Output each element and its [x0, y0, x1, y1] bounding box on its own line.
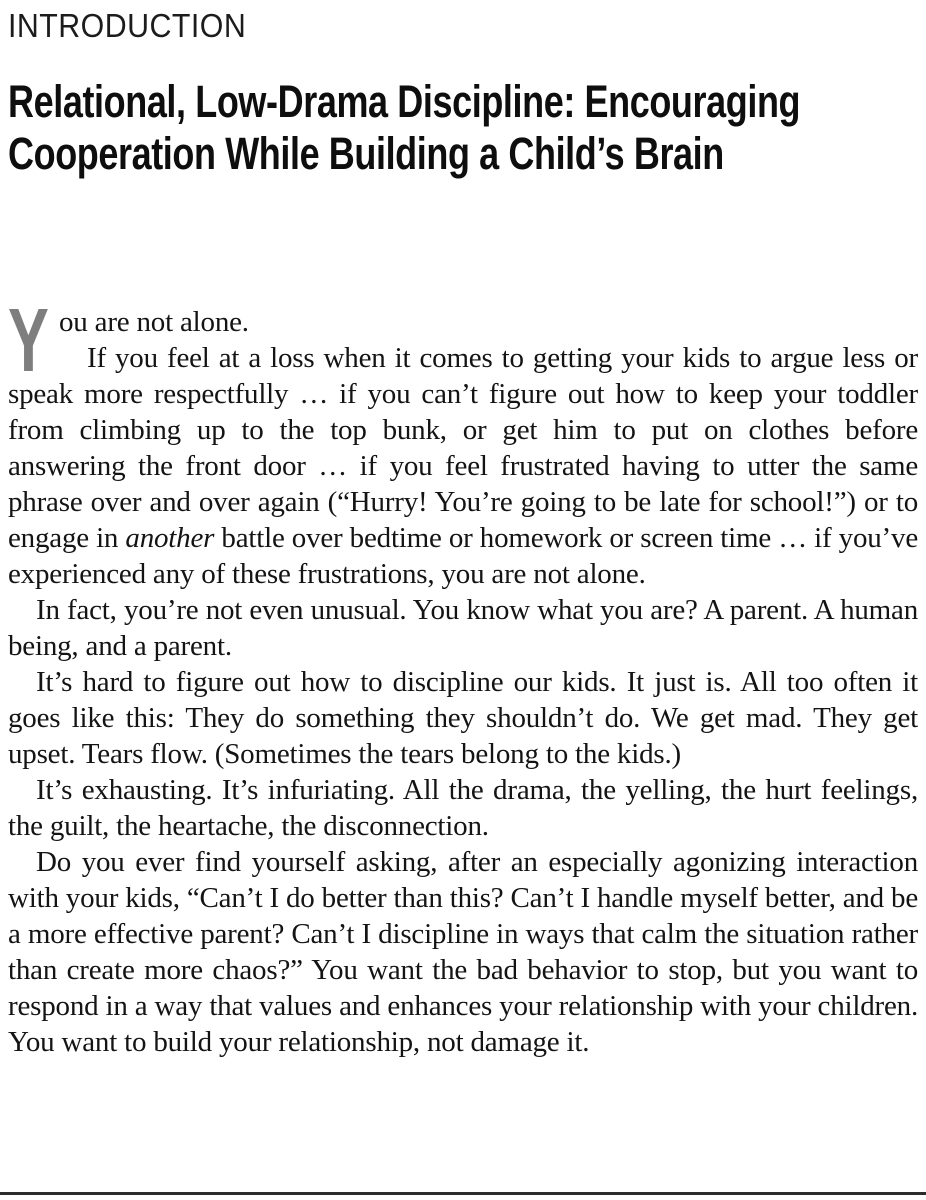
page-bottom-rule [0, 1192, 926, 1195]
body-text: battle over bedtime or homework or screen time … if you’ve experienced any of these frustrations, you are not alone. [8, 522, 918, 590]
chapter-title [8, 76, 918, 180]
body-text: If you feel at a loss when it comes to getting your kids to argue less or speak more respectfully … if you can’t figure out how to keep your toddler from climbing up to the top bunk, or get him to put on clothes before answering the front door … if you feel frustrated having to utter the same phrase over and over again (“Hurry! You’re going to be late for school!”) or to engage in [8, 342, 918, 554]
paragraph [8, 664, 918, 772]
italic-text: another [125, 522, 215, 554]
paragraph [8, 844, 918, 1060]
chapter-title-line-2: Cooperation While Building a Child’s Brain [8, 128, 724, 179]
paragraph [8, 592, 918, 664]
body-text: It’s exhausting. It’s infuriating. All the drama, the yelling, the hurt feelings, the guilt, the heartache, the disconnection. [8, 774, 918, 842]
paragraph [8, 291, 918, 391]
body-text: It’s hard to figure out how to discipline our kids. It just is. All too often it goes like this: They do something they shouldn’t do. We get mad. They get upset. Tears flow. (Sometimes the tears belong to the kids.) [8, 666, 918, 770]
paragraph [8, 772, 918, 844]
body-text: Do you ever find yourself asking, after an especially agonizing interaction with your kids, “Can’t I do better than this? Can’t I handle myself better, and be a more effective parent? Can’t I discipline in ways that calm the situation rather than create more chaos?” You want the bad behavior to stop, but you want to respond in a way that values and enhances your relationship with your children. You want to build your relationship, not damage it. [8, 846, 918, 1058]
body-text: In fact, you’re not even unusual. You know what you are? A parent. A human being, and a parent. [8, 594, 918, 662]
paragraph [8, 340, 918, 592]
chapter-body [8, 291, 918, 1060]
chapter-kicker: INTRODUCTION [8, 7, 247, 44]
drop-cap: Y [8, 291, 49, 391]
chapter-title-line-1: Relational, Low-Drama Discipline: Encouraging [8, 76, 801, 127]
body-text: ou are not alone. [59, 306, 249, 338]
